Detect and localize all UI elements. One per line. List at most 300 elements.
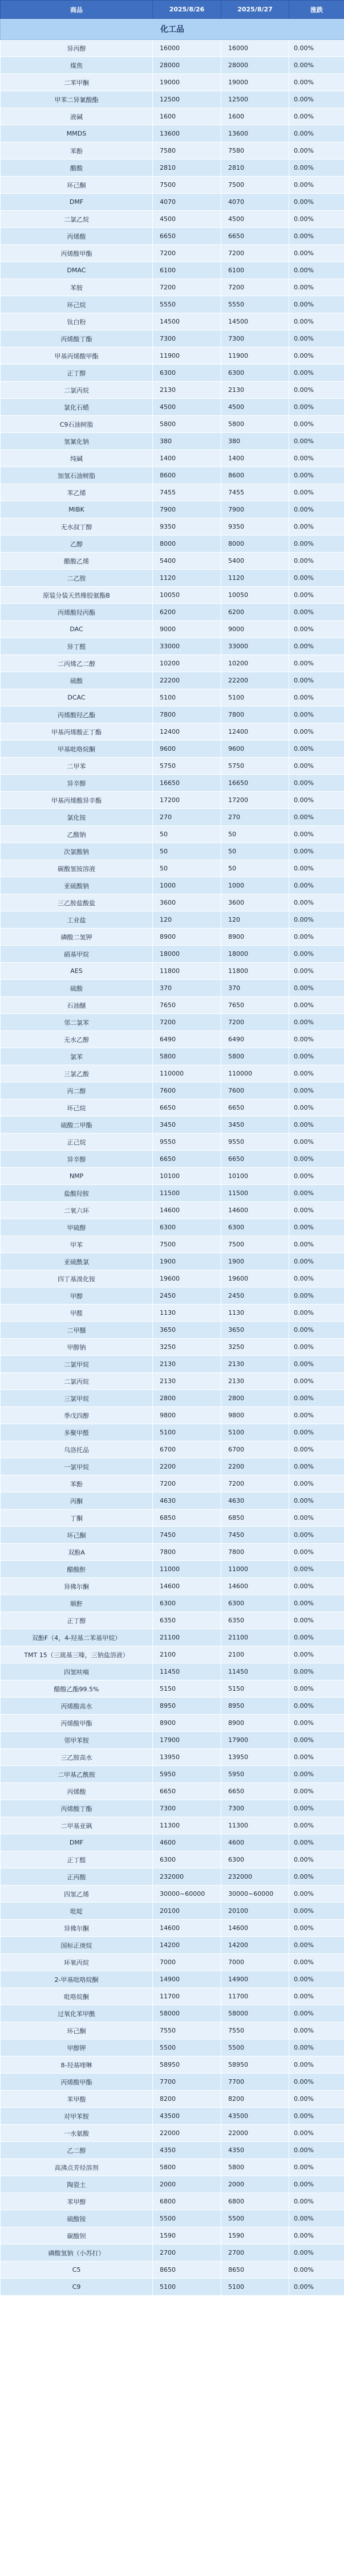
- price-date-2: 50: [221, 860, 289, 877]
- price-date-1: 6350: [153, 1612, 221, 1629]
- price-change: 0.00%: [289, 194, 344, 211]
- table-row: [1, 843, 344, 860]
- price-date-1: 7650: [153, 997, 221, 1014]
- product-name: 碳酸氢铵溶液: [1, 860, 153, 877]
- table-header-row: [1, 1, 344, 19]
- price-change: 0.00%: [289, 587, 344, 604]
- table-row: [1, 1048, 344, 1065]
- price-date-1: 1600: [153, 108, 221, 125]
- price-date-2: 5550: [221, 296, 289, 313]
- price-date-2: 10200: [221, 655, 289, 672]
- price-date-2: 9350: [221, 518, 289, 535]
- product-name: 2-甲基吡咯烷酮: [1, 1971, 153, 1988]
- price-date-1: 270: [153, 809, 221, 826]
- price-change: 0.00%: [289, 313, 344, 330]
- price-date-1: 14600: [153, 1202, 221, 1219]
- price-change: 0.00%: [289, 843, 344, 860]
- price-date-1: 6650: [153, 1099, 221, 1117]
- price-change: 0.00%: [289, 2279, 344, 2296]
- table-row: [1, 911, 344, 929]
- price-date-1: 5500: [153, 2210, 221, 2227]
- price-change: 0.00%: [289, 1971, 344, 1988]
- price-date-1: 20100: [153, 1903, 221, 1920]
- product-name: 国标正庚烷: [1, 1937, 153, 1954]
- price-date-1: 1400: [153, 450, 221, 467]
- price-date-2: 6300: [221, 1595, 289, 1612]
- price-date-2: 16000: [221, 40, 289, 57]
- price-date-1: 2800: [153, 1390, 221, 1407]
- price-change: 0.00%: [289, 1834, 344, 1851]
- price-change: 0.00%: [289, 1134, 344, 1151]
- product-name: 氢氰化钠: [1, 433, 153, 450]
- price-date-2: 120: [221, 911, 289, 929]
- price-change: 0.00%: [289, 535, 344, 553]
- table-row: [1, 450, 344, 467]
- price-date-2: 7550: [221, 2022, 289, 2039]
- price-date-1: 19000: [153, 74, 221, 91]
- table-row: [1, 587, 344, 604]
- price-change: 0.00%: [289, 689, 344, 706]
- table-row: [1, 1783, 344, 1800]
- price-date-1: 11000: [153, 1561, 221, 1578]
- price-date-1: 8200: [153, 2091, 221, 2108]
- price-change: 0.00%: [289, 1287, 344, 1305]
- price-date-1: 1130: [153, 1305, 221, 1322]
- table-row: [1, 929, 344, 946]
- price-date-2: 43500: [221, 2108, 289, 2125]
- price-date-2: 4630: [221, 1493, 289, 1510]
- price-change: 0.00%: [289, 1202, 344, 1219]
- price-change: 0.00%: [289, 211, 344, 228]
- price-date-2: 22200: [221, 672, 289, 689]
- price-date-1: 7300: [153, 330, 221, 347]
- table-row: [1, 1629, 344, 1646]
- price-date-1: 2810: [153, 160, 221, 177]
- product-name: 陶瓷土: [1, 2176, 153, 2193]
- table-row: [1, 2039, 344, 2056]
- table-row: [1, 963, 344, 980]
- price-date-2: 2200: [221, 1458, 289, 1475]
- price-date-1: 5400: [153, 553, 221, 570]
- price-change: 0.00%: [289, 108, 344, 125]
- price-date-1: 6700: [153, 1441, 221, 1458]
- price-date-2: 5150: [221, 1680, 289, 1698]
- price-date-2: 7455: [221, 484, 289, 501]
- price-date-2: 14500: [221, 313, 289, 330]
- price-date-2: 270: [221, 809, 289, 826]
- price-date-2: 7900: [221, 501, 289, 518]
- price-date-1: 7455: [153, 484, 221, 501]
- product-name: 正己烷: [1, 1134, 153, 1151]
- table-row: [1, 1527, 344, 1544]
- product-name: DMF: [1, 1834, 153, 1851]
- price-date-1: 380: [153, 433, 221, 450]
- table-row: [1, 775, 344, 792]
- product-name: 正丁醇: [1, 1612, 153, 1629]
- price-date-1: 6490: [153, 1031, 221, 1048]
- price-date-2: 33000: [221, 638, 289, 655]
- product-name: 二氯丙烷: [1, 1373, 153, 1390]
- price-date-1: 2130: [153, 1373, 221, 1390]
- table-row: [1, 1270, 344, 1287]
- product-name: C5: [1, 2262, 153, 2279]
- product-name: 甲醇: [1, 1287, 153, 1305]
- price-change: 0.00%: [289, 980, 344, 997]
- price-date-1: 232000: [153, 1868, 221, 1886]
- table-row: [1, 1715, 344, 1732]
- table-row: [1, 1475, 344, 1493]
- product-name: 甲醇钾: [1, 2039, 153, 2056]
- price-date-1: 7900: [153, 501, 221, 518]
- price-date-2: 13950: [221, 1749, 289, 1766]
- price-change: 0.00%: [289, 1663, 344, 1680]
- table-row: [1, 1202, 344, 1219]
- price-date-2: 5100: [221, 1424, 289, 1441]
- price-date-1: 10100: [153, 1168, 221, 1185]
- product-name: 异辛醇: [1, 1151, 153, 1168]
- price-date-1: 6200: [153, 604, 221, 621]
- price-date-2: 8600: [221, 467, 289, 484]
- price-date-2: 1000: [221, 877, 289, 894]
- product-name: 醋酸乙酯99.5%: [1, 1680, 153, 1698]
- price-date-1: 43500: [153, 2108, 221, 2125]
- product-name: 亚硫酰氯: [1, 1253, 153, 1270]
- product-name: 丙烯酸羟乙酯: [1, 706, 153, 723]
- price-date-2: 2130: [221, 382, 289, 399]
- table-row: [1, 2159, 344, 2176]
- table-row: [1, 621, 344, 638]
- price-date-1: 2000: [153, 2176, 221, 2193]
- price-date-1: 2130: [153, 1356, 221, 1373]
- price-date-1: 50: [153, 843, 221, 860]
- price-date-2: 7300: [221, 1800, 289, 1817]
- product-name: 二甲醚: [1, 1322, 153, 1339]
- price-date-2: 5950: [221, 1766, 289, 1783]
- price-date-2: 5100: [221, 2279, 289, 2296]
- price-date-2: 20100: [221, 1903, 289, 1920]
- price-date-2: 9000: [221, 621, 289, 638]
- table-row: [1, 2125, 344, 2142]
- price-date-1: 8650: [153, 2262, 221, 2279]
- price-change: 0.00%: [289, 1937, 344, 1954]
- price-change: 0.00%: [289, 621, 344, 638]
- price-date-2: 7200: [221, 245, 289, 262]
- table-row: [1, 484, 344, 501]
- price-date-2: 12500: [221, 91, 289, 108]
- price-date-1: 14500: [153, 313, 221, 330]
- table-row: [1, 1065, 344, 1082]
- price-date-2: 4500: [221, 211, 289, 228]
- price-date-1: 50: [153, 860, 221, 877]
- price-change: 0.00%: [289, 1868, 344, 1886]
- product-name: 磷酸二氢钾: [1, 929, 153, 946]
- table-row: [1, 894, 344, 911]
- price-date-2: 6650: [221, 1099, 289, 1117]
- table-row: [1, 792, 344, 809]
- price-date-2: 21100: [221, 1629, 289, 1646]
- price-change: 0.00%: [289, 1578, 344, 1595]
- price-change: 0.00%: [289, 1424, 344, 1441]
- price-date-1: 370: [153, 980, 221, 997]
- table-row: [1, 1954, 344, 1971]
- product-name: MIBK: [1, 501, 153, 518]
- price-change: 0.00%: [289, 1954, 344, 1971]
- price-date-1: 5100: [153, 2279, 221, 2296]
- price-date-2: 6300: [221, 1851, 289, 1868]
- price-change: 0.00%: [289, 1031, 344, 1048]
- price-date-1: 4630: [153, 1493, 221, 1510]
- table-row: [1, 1493, 344, 1510]
- price-date-1: 7200: [153, 1014, 221, 1031]
- product-name: 环己烷: [1, 1099, 153, 1117]
- price-change: 0.00%: [289, 142, 344, 160]
- price-change: 0.00%: [289, 758, 344, 775]
- price-date-2: 7800: [221, 1544, 289, 1561]
- product-name: 甲醛: [1, 1305, 153, 1322]
- price-date-1: 19600: [153, 1270, 221, 1287]
- price-date-1: 5800: [153, 1048, 221, 1065]
- product-name: 二丙烯乙二醇: [1, 655, 153, 672]
- price-date-1: 11900: [153, 347, 221, 365]
- product-name: 环氧丙烷: [1, 1954, 153, 1971]
- price-change: 0.00%: [289, 638, 344, 655]
- price-date-1: 14600: [153, 1920, 221, 1937]
- price-date-1: 1590: [153, 2227, 221, 2244]
- price-date-1: 9600: [153, 741, 221, 758]
- price-date-1: 9550: [153, 1134, 221, 1151]
- product-name: 苯乙烯: [1, 484, 153, 501]
- product-name: 二苯甲酮: [1, 74, 153, 91]
- price-date-2: 3650: [221, 1322, 289, 1339]
- product-name: 甲苯二异氰酸酯: [1, 91, 153, 108]
- product-name: DAC: [1, 621, 153, 638]
- price-change: 0.00%: [289, 2193, 344, 2210]
- price-change: 0.00%: [289, 2005, 344, 2022]
- price-date-2: 110000: [221, 1065, 289, 1082]
- price-date-2: 8900: [221, 1715, 289, 1732]
- price-date-2: 22000: [221, 2125, 289, 2142]
- price-date-1: 9800: [153, 1407, 221, 1424]
- price-date-2: 5800: [221, 1048, 289, 1065]
- price-date-2: 18000: [221, 946, 289, 963]
- product-name: NMP: [1, 1168, 153, 1185]
- product-name: 四氢呋喃: [1, 1663, 153, 1680]
- product-name: 甲基吡咯烷酮: [1, 741, 153, 758]
- product-name: 二氧六环: [1, 1202, 153, 1219]
- price-date-1: 7800: [153, 706, 221, 723]
- table-row: [1, 1817, 344, 1834]
- price-change: 0.00%: [289, 91, 344, 108]
- table-row: [1, 1834, 344, 1851]
- price-change: 0.00%: [289, 1698, 344, 1715]
- price-date-1: 3250: [153, 1339, 221, 1356]
- table-row: [1, 2227, 344, 2244]
- price-date-1: 120: [153, 911, 221, 929]
- product-name: 异辛醇: [1, 775, 153, 792]
- product-name: 原装分装天然橡胶氨酯B: [1, 587, 153, 604]
- product-name: 丁酮: [1, 1510, 153, 1527]
- price-date-2: 7450: [221, 1527, 289, 1544]
- price-date-2: 1120: [221, 570, 289, 587]
- price-date-2: 6650: [221, 228, 289, 245]
- price-date-1: 8600: [153, 467, 221, 484]
- section-title: 化工品: [1, 19, 344, 40]
- price-date-2: 6300: [221, 365, 289, 382]
- price-change: 0.00%: [289, 1373, 344, 1390]
- product-name: 吡咯烷酮: [1, 1988, 153, 2005]
- product-name: 双酚F（4，4-羟基二苯基甲烷）: [1, 1629, 153, 1646]
- table-row: [1, 2176, 344, 2193]
- price-date-1: 7450: [153, 1527, 221, 1544]
- price-change: 0.00%: [289, 1988, 344, 2005]
- product-name: 顺酐: [1, 1595, 153, 1612]
- price-date-2: 7200: [221, 279, 289, 296]
- price-date-2: 10100: [221, 1168, 289, 1185]
- price-change: 0.00%: [289, 160, 344, 177]
- table-row: [1, 245, 344, 262]
- price-change: 0.00%: [289, 1783, 344, 1800]
- price-date-2: 370: [221, 980, 289, 997]
- table-row: [1, 553, 344, 570]
- product-name: 醋酸乙烯: [1, 553, 153, 570]
- table-row: [1, 1407, 344, 1424]
- price-change: 0.00%: [289, 655, 344, 672]
- product-name: 正丁醇: [1, 365, 153, 382]
- price-change: 0.00%: [289, 963, 344, 980]
- price-date-2: 11300: [221, 1817, 289, 1834]
- price-date-2: 232000: [221, 1868, 289, 1886]
- price-date-1: 14900: [153, 1971, 221, 1988]
- price-date-1: 6300: [153, 1851, 221, 1868]
- price-date-2: 5800: [221, 416, 289, 433]
- product-name: 二甲苯: [1, 758, 153, 775]
- table-row: [1, 2005, 344, 2022]
- table-row: [1, 1424, 344, 1441]
- price-change: 0.00%: [289, 860, 344, 877]
- price-date-2: 6800: [221, 2193, 289, 2210]
- price-date-2: 7700: [221, 2074, 289, 2091]
- table-row: [1, 1458, 344, 1475]
- price-change: 0.00%: [289, 1390, 344, 1407]
- table-row: [1, 535, 344, 553]
- product-name: 乌洛托品: [1, 1441, 153, 1458]
- price-date-1: 10050: [153, 587, 221, 604]
- price-change: 0.00%: [289, 1544, 344, 1561]
- table-row: [1, 2074, 344, 2091]
- product-name: 乙酸钠: [1, 826, 153, 843]
- price-date-1: 7550: [153, 2022, 221, 2039]
- price-date-1: 6100: [153, 262, 221, 279]
- price-change: 0.00%: [289, 1920, 344, 1937]
- price-date-1: 4350: [153, 2142, 221, 2159]
- product-name: 丙酮: [1, 1493, 153, 1510]
- price-date-2: 14600: [221, 1920, 289, 1937]
- table-row: [1, 723, 344, 741]
- price-date-2: 50: [221, 826, 289, 843]
- price-date-2: 6100: [221, 262, 289, 279]
- price-date-1: 11700: [153, 1988, 221, 2005]
- table-row: [1, 1082, 344, 1099]
- table-row: [1, 194, 344, 211]
- price-date-1: 18000: [153, 946, 221, 963]
- price-change: 0.00%: [289, 74, 344, 91]
- price-date-1: 4600: [153, 1834, 221, 1851]
- price-date-1: 3650: [153, 1322, 221, 1339]
- table-row: [1, 1988, 344, 2005]
- table-row: [1, 2091, 344, 2108]
- table-row: [1, 1014, 344, 1031]
- price-change: 0.00%: [289, 1270, 344, 1287]
- table-row: [1, 2056, 344, 2074]
- table-row: [1, 1903, 344, 1920]
- price-date-2: 1600: [221, 108, 289, 125]
- table-row: [1, 2210, 344, 2227]
- price-date-1: 14200: [153, 1937, 221, 1954]
- price-change: 0.00%: [289, 433, 344, 450]
- price-date-1: 58000: [153, 2005, 221, 2022]
- product-name: 丙烯酸甲酯: [1, 2074, 153, 2091]
- price-change: 0.00%: [289, 450, 344, 467]
- price-date-2: 17900: [221, 1732, 289, 1749]
- price-change: 0.00%: [289, 296, 344, 313]
- table-row: [1, 1219, 344, 1236]
- price-date-1: 7800: [153, 1544, 221, 1561]
- table-row: [1, 706, 344, 723]
- price-date-1: 16650: [153, 775, 221, 792]
- price-change: 0.00%: [289, 997, 344, 1014]
- price-change: 0.00%: [289, 1151, 344, 1168]
- product-name: 无水叔丁醇: [1, 518, 153, 535]
- product-name: 甲苯: [1, 1236, 153, 1253]
- product-name: AES: [1, 963, 153, 980]
- price-change: 0.00%: [289, 382, 344, 399]
- price-date-2: 5400: [221, 553, 289, 570]
- price-date-1: 17200: [153, 792, 221, 809]
- price-date-1: 8900: [153, 1715, 221, 1732]
- price-change: 0.00%: [289, 809, 344, 826]
- price-date-2: 8900: [221, 929, 289, 946]
- price-change: 0.00%: [289, 1305, 344, 1322]
- price-date-2: 11900: [221, 347, 289, 365]
- price-change: 0.00%: [289, 2022, 344, 2039]
- price-date-2: 8650: [221, 2262, 289, 2279]
- price-change: 0.00%: [289, 2056, 344, 2074]
- price-date-1: 6850: [153, 1510, 221, 1527]
- price-date-1: 6800: [153, 2193, 221, 2210]
- price-date-2: 4070: [221, 194, 289, 211]
- price-date-1: 7500: [153, 1236, 221, 1253]
- table-row: [1, 1287, 344, 1305]
- table-row: [1, 1578, 344, 1595]
- price-date-2: 11000: [221, 1561, 289, 1578]
- table-row: [1, 2108, 344, 2125]
- price-date-2: 1130: [221, 1305, 289, 1322]
- price-date-2: 1900: [221, 1253, 289, 1270]
- table-row: [1, 1151, 344, 1168]
- price-date-2: 7300: [221, 330, 289, 347]
- price-date-1: 7700: [153, 2074, 221, 2091]
- price-date-2: 12400: [221, 723, 289, 741]
- price-change: 0.00%: [289, 672, 344, 689]
- product-name: 亚硫酸钠: [1, 877, 153, 894]
- price-change: 0.00%: [289, 1561, 344, 1578]
- price-date-1: 11300: [153, 1817, 221, 1834]
- product-name: 次氯酸钠: [1, 843, 153, 860]
- product-name: 盐酸羟胺: [1, 1185, 153, 1202]
- product-name: 煤焦: [1, 57, 153, 74]
- price-date-1: 7200: [153, 1475, 221, 1493]
- table-row: [1, 313, 344, 330]
